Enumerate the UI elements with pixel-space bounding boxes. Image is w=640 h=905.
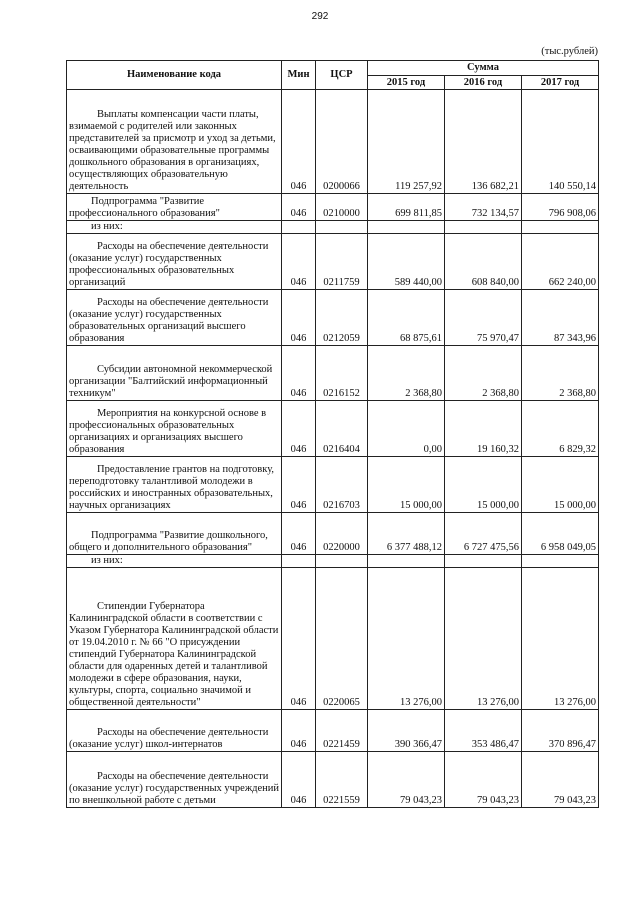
table-row bbox=[67, 346, 599, 401]
row-value-2016: 19 160,32 bbox=[445, 401, 522, 457]
row-value-2017: 6 958 049,05 bbox=[522, 513, 599, 555]
row-value-2015: 6 377 488,12 bbox=[368, 513, 445, 555]
table-row bbox=[67, 290, 599, 346]
row-csr: 0211759 bbox=[316, 234, 368, 290]
row-value-2015: 119 257,92 bbox=[368, 90, 445, 194]
header-name: Наименование кода bbox=[67, 61, 282, 90]
header-year-2017: 2017 год bbox=[522, 76, 599, 90]
row-csr: 0220000 bbox=[316, 513, 368, 555]
page-number: 292 bbox=[311, 11, 329, 22]
row-name-text: Подпрограмма "Развитие дошкольного, общего и дополнительного образования" bbox=[69, 530, 268, 553]
row-value-2017: 796 908,06 bbox=[522, 194, 599, 221]
row-csr: 0221559 bbox=[316, 752, 368, 808]
table-row bbox=[67, 401, 599, 457]
row-value-2017: 13 276,00 bbox=[522, 568, 599, 710]
row-name bbox=[67, 752, 282, 808]
row-value-2016: 2 368,80 bbox=[445, 346, 522, 401]
row-value-2015 bbox=[368, 221, 445, 234]
row-name bbox=[67, 401, 282, 457]
row-value-2015: 79 043,23 bbox=[368, 752, 445, 808]
units-label: (тыс.рублей) bbox=[541, 46, 598, 57]
row-name-text: Субсидии автономной некоммерческой организации "Балтийский информационный техникум" bbox=[69, 364, 273, 399]
row-value-2015 bbox=[368, 555, 445, 568]
row-value-2017: 2 368,80 bbox=[522, 346, 599, 401]
row-value-2016: 732 134,57 bbox=[445, 194, 522, 221]
row-name bbox=[67, 194, 282, 221]
row-min: 046 bbox=[282, 194, 316, 221]
header-csr: ЦСР bbox=[316, 61, 368, 90]
row-csr bbox=[316, 555, 368, 568]
header-sum: Сумма bbox=[368, 61, 599, 76]
row-min: 046 bbox=[282, 752, 316, 808]
table-row bbox=[67, 513, 599, 555]
row-value-2016: 75 970,47 bbox=[445, 290, 522, 346]
row-name bbox=[67, 513, 282, 555]
row-csr: 0212059 bbox=[316, 290, 368, 346]
row-value-2016: 136 682,21 bbox=[445, 90, 522, 194]
table-row bbox=[67, 752, 599, 808]
row-name-text: Подпрограмма "Развитие профессионального образования" bbox=[69, 196, 220, 219]
row-value-2015: 15 000,00 bbox=[368, 457, 445, 513]
row-name-text: Расходы на обеспечение деятельности (оказание услуг) государственных образовательных организаций высшего образования bbox=[69, 297, 269, 344]
row-value-2015: 699 811,85 bbox=[368, 194, 445, 221]
row-csr: 0216404 bbox=[316, 401, 368, 457]
row-value-2016 bbox=[445, 555, 522, 568]
table-row bbox=[67, 90, 599, 194]
table-row bbox=[67, 555, 599, 568]
row-csr bbox=[316, 221, 368, 234]
row-value-2016: 13 276,00 bbox=[445, 568, 522, 710]
row-name-text: Выплаты компенсации части платы, взимаемой с родителей или законных представителей за присмотр и уход за детьми, осваивающими образовательные программы дошкольного образования в организациях, осуществляющих образовательную деятельность bbox=[69, 109, 276, 192]
budget-table bbox=[66, 60, 599, 808]
row-value-2016: 6 727 475,56 bbox=[445, 513, 522, 555]
row-value-2016: 15 000,00 bbox=[445, 457, 522, 513]
row-name bbox=[67, 346, 282, 401]
row-min bbox=[282, 555, 316, 568]
row-name bbox=[67, 290, 282, 346]
row-name-text: из них: bbox=[91, 221, 123, 232]
row-min: 046 bbox=[282, 513, 316, 555]
header-year-2015: 2015 год bbox=[368, 76, 445, 90]
row-value-2016: 79 043,23 bbox=[445, 752, 522, 808]
row-value-2017: 87 343,96 bbox=[522, 290, 599, 346]
row-value-2017: 370 896,47 bbox=[522, 710, 599, 752]
row-value-2017 bbox=[522, 221, 599, 234]
row-name bbox=[67, 555, 282, 568]
row-name-text: Стипендии Губернатора Калининградской области в соответствии с Указом Губернатора Калининградской области от 19.04.2010 г. № 66 "О присуждении стипендий Губернатора Калининградской области для одаренных детей и талантливой молодежи в сфере образования, науки, культуры, спорта, социально значимой и общественной деятельности" bbox=[69, 601, 279, 708]
table-row bbox=[67, 221, 599, 234]
row-value-2015: 589 440,00 bbox=[368, 234, 445, 290]
row-value-2015: 0,00 bbox=[368, 401, 445, 457]
row-csr: 0221459 bbox=[316, 710, 368, 752]
table-row bbox=[67, 234, 599, 290]
row-name bbox=[67, 221, 282, 234]
row-name bbox=[67, 568, 282, 710]
row-csr: 0220065 bbox=[316, 568, 368, 710]
row-value-2017: 662 240,00 bbox=[522, 234, 599, 290]
row-csr: 0216703 bbox=[316, 457, 368, 513]
row-value-2016 bbox=[445, 221, 522, 234]
table-row bbox=[67, 457, 599, 513]
row-name bbox=[67, 457, 282, 513]
row-csr: 0210000 bbox=[316, 194, 368, 221]
row-value-2017 bbox=[522, 555, 599, 568]
row-min: 046 bbox=[282, 457, 316, 513]
row-value-2015: 13 276,00 bbox=[368, 568, 445, 710]
row-min: 046 bbox=[282, 90, 316, 194]
row-value-2016: 608 840,00 bbox=[445, 234, 522, 290]
row-value-2016: 353 486,47 bbox=[445, 710, 522, 752]
row-value-2015: 2 368,80 bbox=[368, 346, 445, 401]
row-name bbox=[67, 234, 282, 290]
row-value-2017: 140 550,14 bbox=[522, 90, 599, 194]
row-name-text: Мероприятия на конкурсной основе в профессиональных образовательных организациях и организациях высшего образования bbox=[69, 408, 267, 455]
row-name-text: Расходы на обеспечение деятельности (оказание услуг) государственных учреждений по внешкольной работе с детьми bbox=[69, 771, 279, 806]
row-value-2017: 79 043,23 bbox=[522, 752, 599, 808]
row-name-text: Расходы на обеспечение деятельности (оказание услуг) государственных профессиональных образовательных организаций bbox=[69, 241, 269, 288]
table-row bbox=[67, 568, 599, 710]
row-value-2017: 6 829,32 bbox=[522, 401, 599, 457]
row-min: 046 bbox=[282, 290, 316, 346]
row-name bbox=[67, 710, 282, 752]
row-name-text: Расходы на обеспечение деятельности (оказание услуг) школ-интернатов bbox=[69, 727, 269, 750]
row-name-text: из них: bbox=[91, 555, 123, 566]
row-min: 046 bbox=[282, 234, 316, 290]
row-csr: 0200066 bbox=[316, 90, 368, 194]
row-min: 046 bbox=[282, 401, 316, 457]
header-year-2016: 2016 год bbox=[445, 76, 522, 90]
row-value-2017: 15 000,00 bbox=[522, 457, 599, 513]
row-value-2015: 390 366,47 bbox=[368, 710, 445, 752]
row-name-text: Предоставление грантов на подготовку, переподготовку талантливой молодежи в российских и иностранных образовательных, научных организациях bbox=[69, 464, 275, 511]
row-csr: 0216152 bbox=[316, 346, 368, 401]
row-min: 046 bbox=[282, 568, 316, 710]
table-row bbox=[67, 710, 599, 752]
row-min: 046 bbox=[282, 346, 316, 401]
header-min: Мин bbox=[282, 61, 316, 90]
row-name bbox=[67, 90, 282, 194]
row-value-2015: 68 875,61 bbox=[368, 290, 445, 346]
table-row bbox=[67, 194, 599, 221]
row-min bbox=[282, 221, 316, 234]
row-min: 046 bbox=[282, 710, 316, 752]
